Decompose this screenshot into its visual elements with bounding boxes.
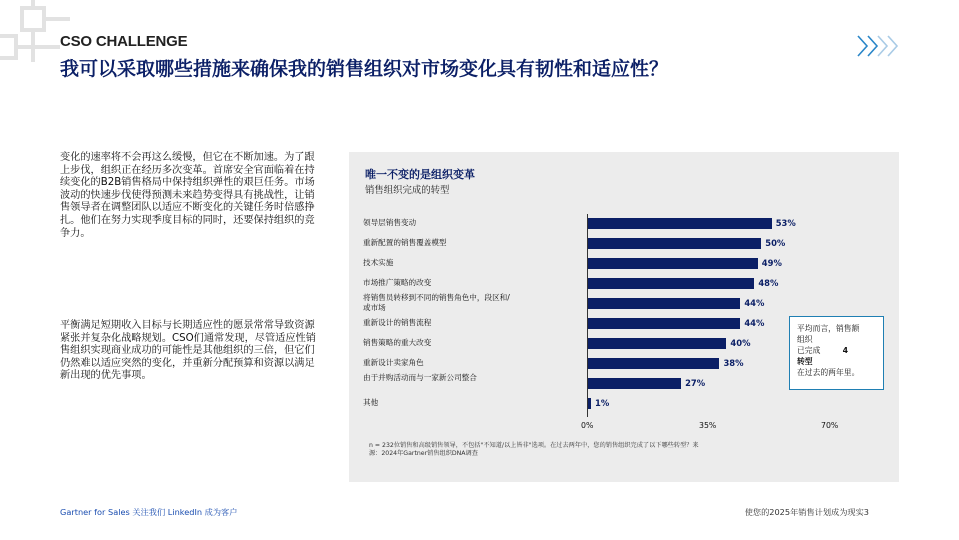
- bar: [587, 358, 719, 369]
- category-label: 重新设计的销售流程: [363, 318, 432, 327]
- y-axis-line: [587, 214, 588, 417]
- page-title: 我可以采取哪些措施来确保我的销售组织对市场变化具有韧性和适应性？: [60, 58, 669, 80]
- section-kicker: CSO CHALLENGE: [60, 33, 188, 50]
- grid-pattern-decoration: [0, 0, 70, 62]
- value-label: 1%: [595, 398, 610, 408]
- category-label: 领导层销售变动: [363, 218, 417, 227]
- footer-links[interactable]: Gartner for Sales 关注我们 LinkedIn 成为客户: [60, 507, 238, 517]
- x-tick-label: 70%: [821, 421, 839, 430]
- second-paragraph: 平衡满足短期收入目标与长期适应性的愿景常常导致资源紧张并复杂化战略规划。CSO们通常发现，尽管适应性销售组织实现商业成功的可能性是其他组织的三倍，但它们仍然难以适应突然的变化，并重新分配预算和资源以满足新出现的优先事项。: [60, 320, 316, 382]
- chart-subtitle: 销售组织完成的转型: [365, 185, 450, 196]
- category-label: 销售策略的重大改变: [363, 338, 432, 347]
- callout-line-3: [797, 345, 876, 356]
- value-label: 48%: [758, 278, 779, 288]
- intro-paragraph: 变化的速率将不会再这么缓慢，但它在不断加速。为了跟上步伐，组织正在经历多次变革。首席安全官面临着在持续变化的B2B销售格局中保持组织弹性的艰巨任务。市场波动的快速步伐使得预测未来趋势变得具有挑战性，让销售领导者在调整团队以适应不断变化的关键任务时倍感挣扎。他们在努力实现季度目标的同时，还要保持组织的竞争力。: [60, 152, 315, 239]
- value-label: 40%: [730, 338, 751, 348]
- callout-line-1: 平均而言，销售额: [797, 324, 860, 333]
- x-tick-label: 35%: [699, 421, 717, 430]
- callout-box: [789, 316, 884, 390]
- x-tick-label: 0%: [581, 421, 594, 430]
- value-label: 53%: [775, 218, 796, 228]
- bar: [587, 278, 754, 289]
- category-label: 技术实施: [363, 258, 394, 267]
- callout-line-2: 组织: [797, 335, 813, 344]
- value-label: 50%: [765, 238, 786, 248]
- bar: [587, 238, 761, 249]
- value-label: 49%: [761, 258, 782, 268]
- callout-line-3a: 已完成: [797, 346, 821, 355]
- callout-line-4: 转型: [797, 357, 813, 366]
- category-label: 重新设计卖家角色: [363, 358, 424, 367]
- bar: [587, 298, 740, 309]
- value-label: 44%: [744, 318, 765, 328]
- bar: [587, 338, 726, 349]
- callout-line-5: 在过去的两年里。: [797, 368, 860, 377]
- callout-count: 4: [842, 346, 848, 355]
- bar: [587, 318, 740, 329]
- bar: [587, 258, 758, 269]
- category-label: 重新配置的销售覆盖模型: [363, 238, 447, 247]
- chart-footnote: n = 232位销售和高级销售领导，不包括"不知道/以上皆非"选项。在过去两年中，您的销售组织完成了以下哪些转型？来源：2024年Gartner销售组织DNA调查: [369, 442, 699, 458]
- value-label: 44%: [744, 298, 765, 308]
- category-label: 其他: [363, 398, 379, 407]
- category-label: 将销售员转移到不同的销售角色中，段区和/或市场: [363, 293, 510, 312]
- value-label: 27%: [685, 378, 706, 388]
- bar: [587, 218, 772, 229]
- category-label: 市场推广策略的改变: [363, 278, 432, 287]
- bar: [587, 378, 681, 389]
- chevrons-right-icon: [856, 34, 900, 58]
- category-label: 由于并购活动而与一家新公司整合: [363, 373, 477, 382]
- value-label: 38%: [723, 358, 744, 368]
- footer-page-label: 使您的2025年销售计划成为现实3: [744, 507, 869, 517]
- chart-title: 唯一不变的是组织变革: [365, 168, 475, 181]
